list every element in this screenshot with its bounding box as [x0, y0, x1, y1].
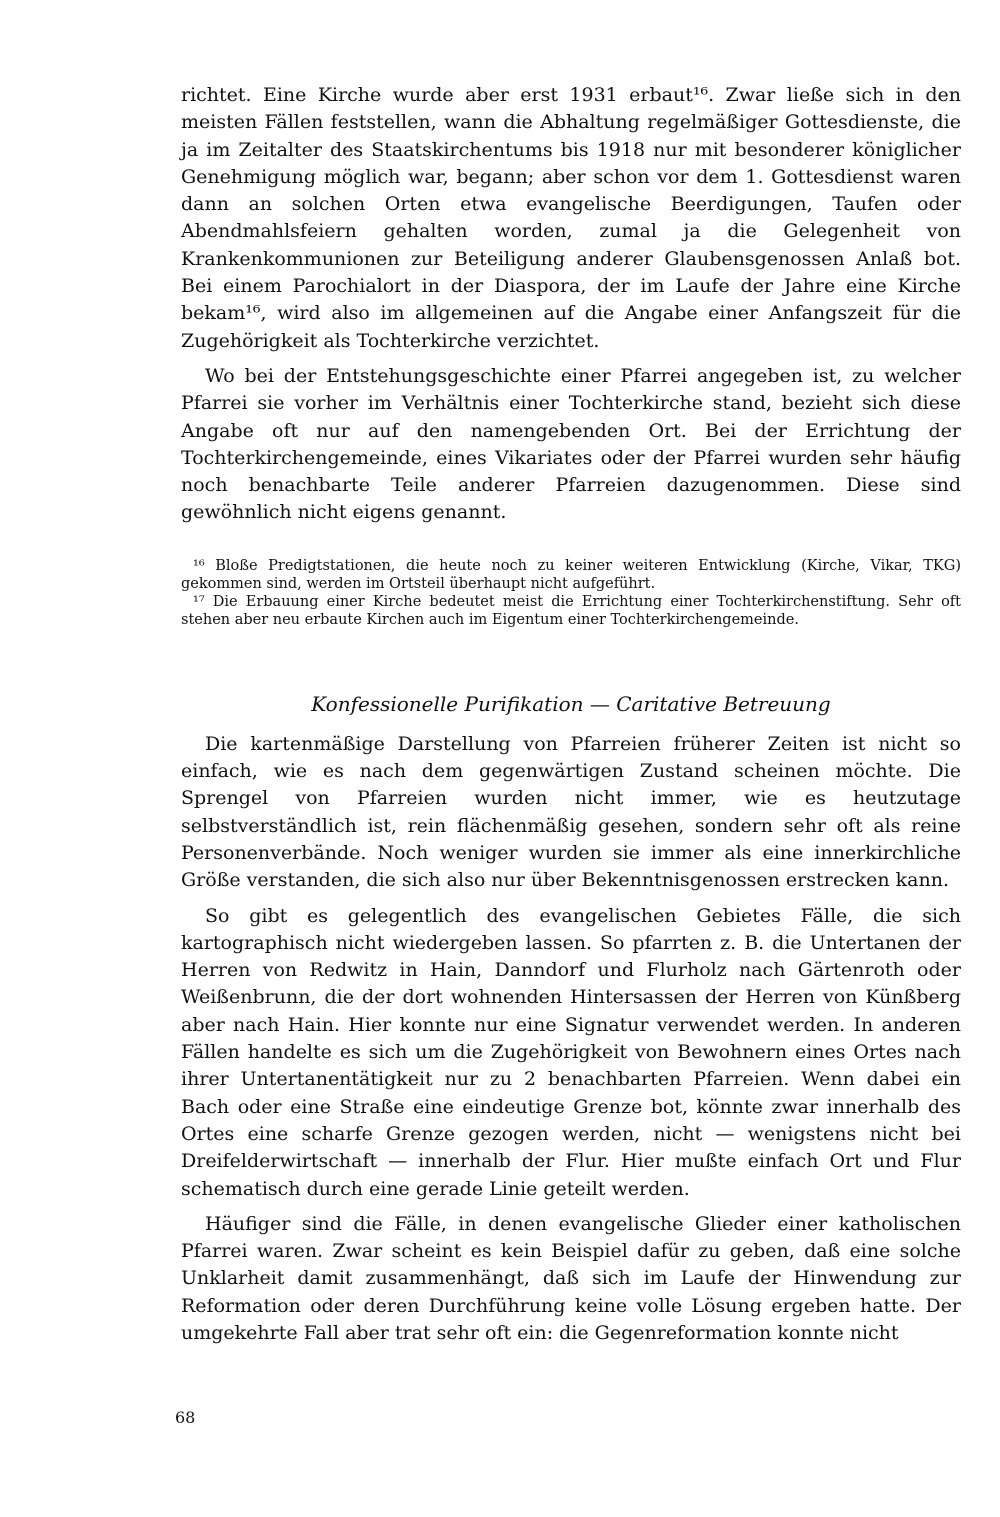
footnote-17: ¹⁷ Die Erbauung einer Kirche bedeutet meist die Errichtung einer Tochterkirchenstiftung. Sehr oft stehen aber neu erbaute Kirchen auch im Eigentum einer Tochterkirchengemeinde.	[181, 593, 961, 628]
body-paragraph-1: richtet. Eine Kirche wurde aber erst 1931 erbaut¹⁶. Zwar ließe sich in den meisten Fällen feststellen, wann die Abhaltung regelmäßiger Gottesdienste, die ja im Zeitalter des Staatskirchentums bis 1918 nur mit besonderer königlicher Genehmigung möglich war, begann; aber schon vor dem 1. Gottesdienst waren dann an solchen Orten etwa evangelische Beerdigungen, Taufen oder Abendmahlsfeiern gehalten worden, zumal ja die Gelegenheit von Krankenkommunionen zur Beteiligung anderer Glaubensgenossen Anlaß bot. Bei einem Parochialort in der Diaspora, der im Laufe der Jahre eine Kirche bekam¹⁶, wird also im allgemeinen auf die Angabe einer Anfangszeit für die Zugehörigkeit als Tochterkirche verzichtet.	[181, 84, 961, 352]
page-body	[181, 82, 961, 1347]
section-paragraph-1: Die kartenmäßige Darstellung von Pfarreien früherer Zeiten ist nicht so einfach, wie es nach dem gegenwärtigen Zustand scheinen möchte. Die Sprengel von Pfarreien wurden nicht immer, wie es heutzutage selbstverständlich ist, rein flächenmäßig gesehen, sondern sehr oft als reine Personenverbände. Noch weniger wurden sie immer als eine innerkirchliche Größe verstanden, die sich also nur über Bekenntnisgenossen erstrecken kann.	[181, 732, 961, 892]
section-heading: Konfessionelle Purifikation — Caritative Betreuung	[311, 691, 831, 716]
footnote-16: ¹⁶ Bloße Predigtstationen, die heute noch zu keiner weiteren Entwicklung (Kirche, Vikar, TKG) gekommen sind, werden im Ortsteil überhaupt nicht aufgeführt.	[181, 557, 961, 592]
section-paragraph-3: Häufiger sind die Fälle, in denen evangelische Glieder einer katholischen Pfarrei waren. Zwar scheint es kein Beispiel dafür zu geben, daß eine solche Unklarheit damit zusammenhängt, daß sich im Laufe der Hinwendung zur Reformation oder deren Durchführung keine volle Lösung ergeben hatte. Der umgekehrte Fall aber trat sehr oft ein: die Gegenreformation konnte nicht	[181, 1212, 961, 1344]
body-paragraph-2: Wo bei der Entstehungsgeschichte einer Pfarrei angegeben ist, zu welcher Pfarrei sie vorher im Verhältnis einer Tochterkirche stand, bezieht sich diese Angabe oft nur auf den namengebenden Ort. Bei der Errichtung der Tochterkirchengemeinde, eines Vikariates oder der Pfarrei wurden sehr häufig noch benachbarte Teile anderer Pfarreien dazugenommen. Diese sind gewöhnlich nicht eigens genannt.	[181, 364, 961, 524]
footnotes	[181, 557, 961, 629]
page-number: 68	[175, 1408, 196, 1427]
section-paragraph-2: So gibt es gelegentlich des evangelischen Gebietes Fälle, die sich kartographisch nicht wiedergeben lassen. So pfarrten z. B. die Untertanen der Herren von Redwitz in Hain, Danndorf und Flurholz nach Gärtenroth oder Weißenbrunn, die der dort wohnenden Hintersassen der Herren von Künßberg aber nach Hain. Hier konnte nur eine Signatur verwendet werden. In anderen Fällen handelte es sich um die Zugehörigkeit von Bewohnern eines Ortes nach ihrer Untertanentätigkeit nur zu 2 benachbarten Pfarreien. Wenn dabei ein Bach oder eine Straße eine eindeutige Grenze bot, könnte zwar innerhalb des Ortes eine scharfe Grenze gezogen werden, nicht — wenigstens nicht bei Dreifelderwirtschaft — innerhalb der Flur. Hier mußte einfach Ort und Flur schematisch durch eine gerade Linie geteilt werden.	[181, 904, 961, 1200]
